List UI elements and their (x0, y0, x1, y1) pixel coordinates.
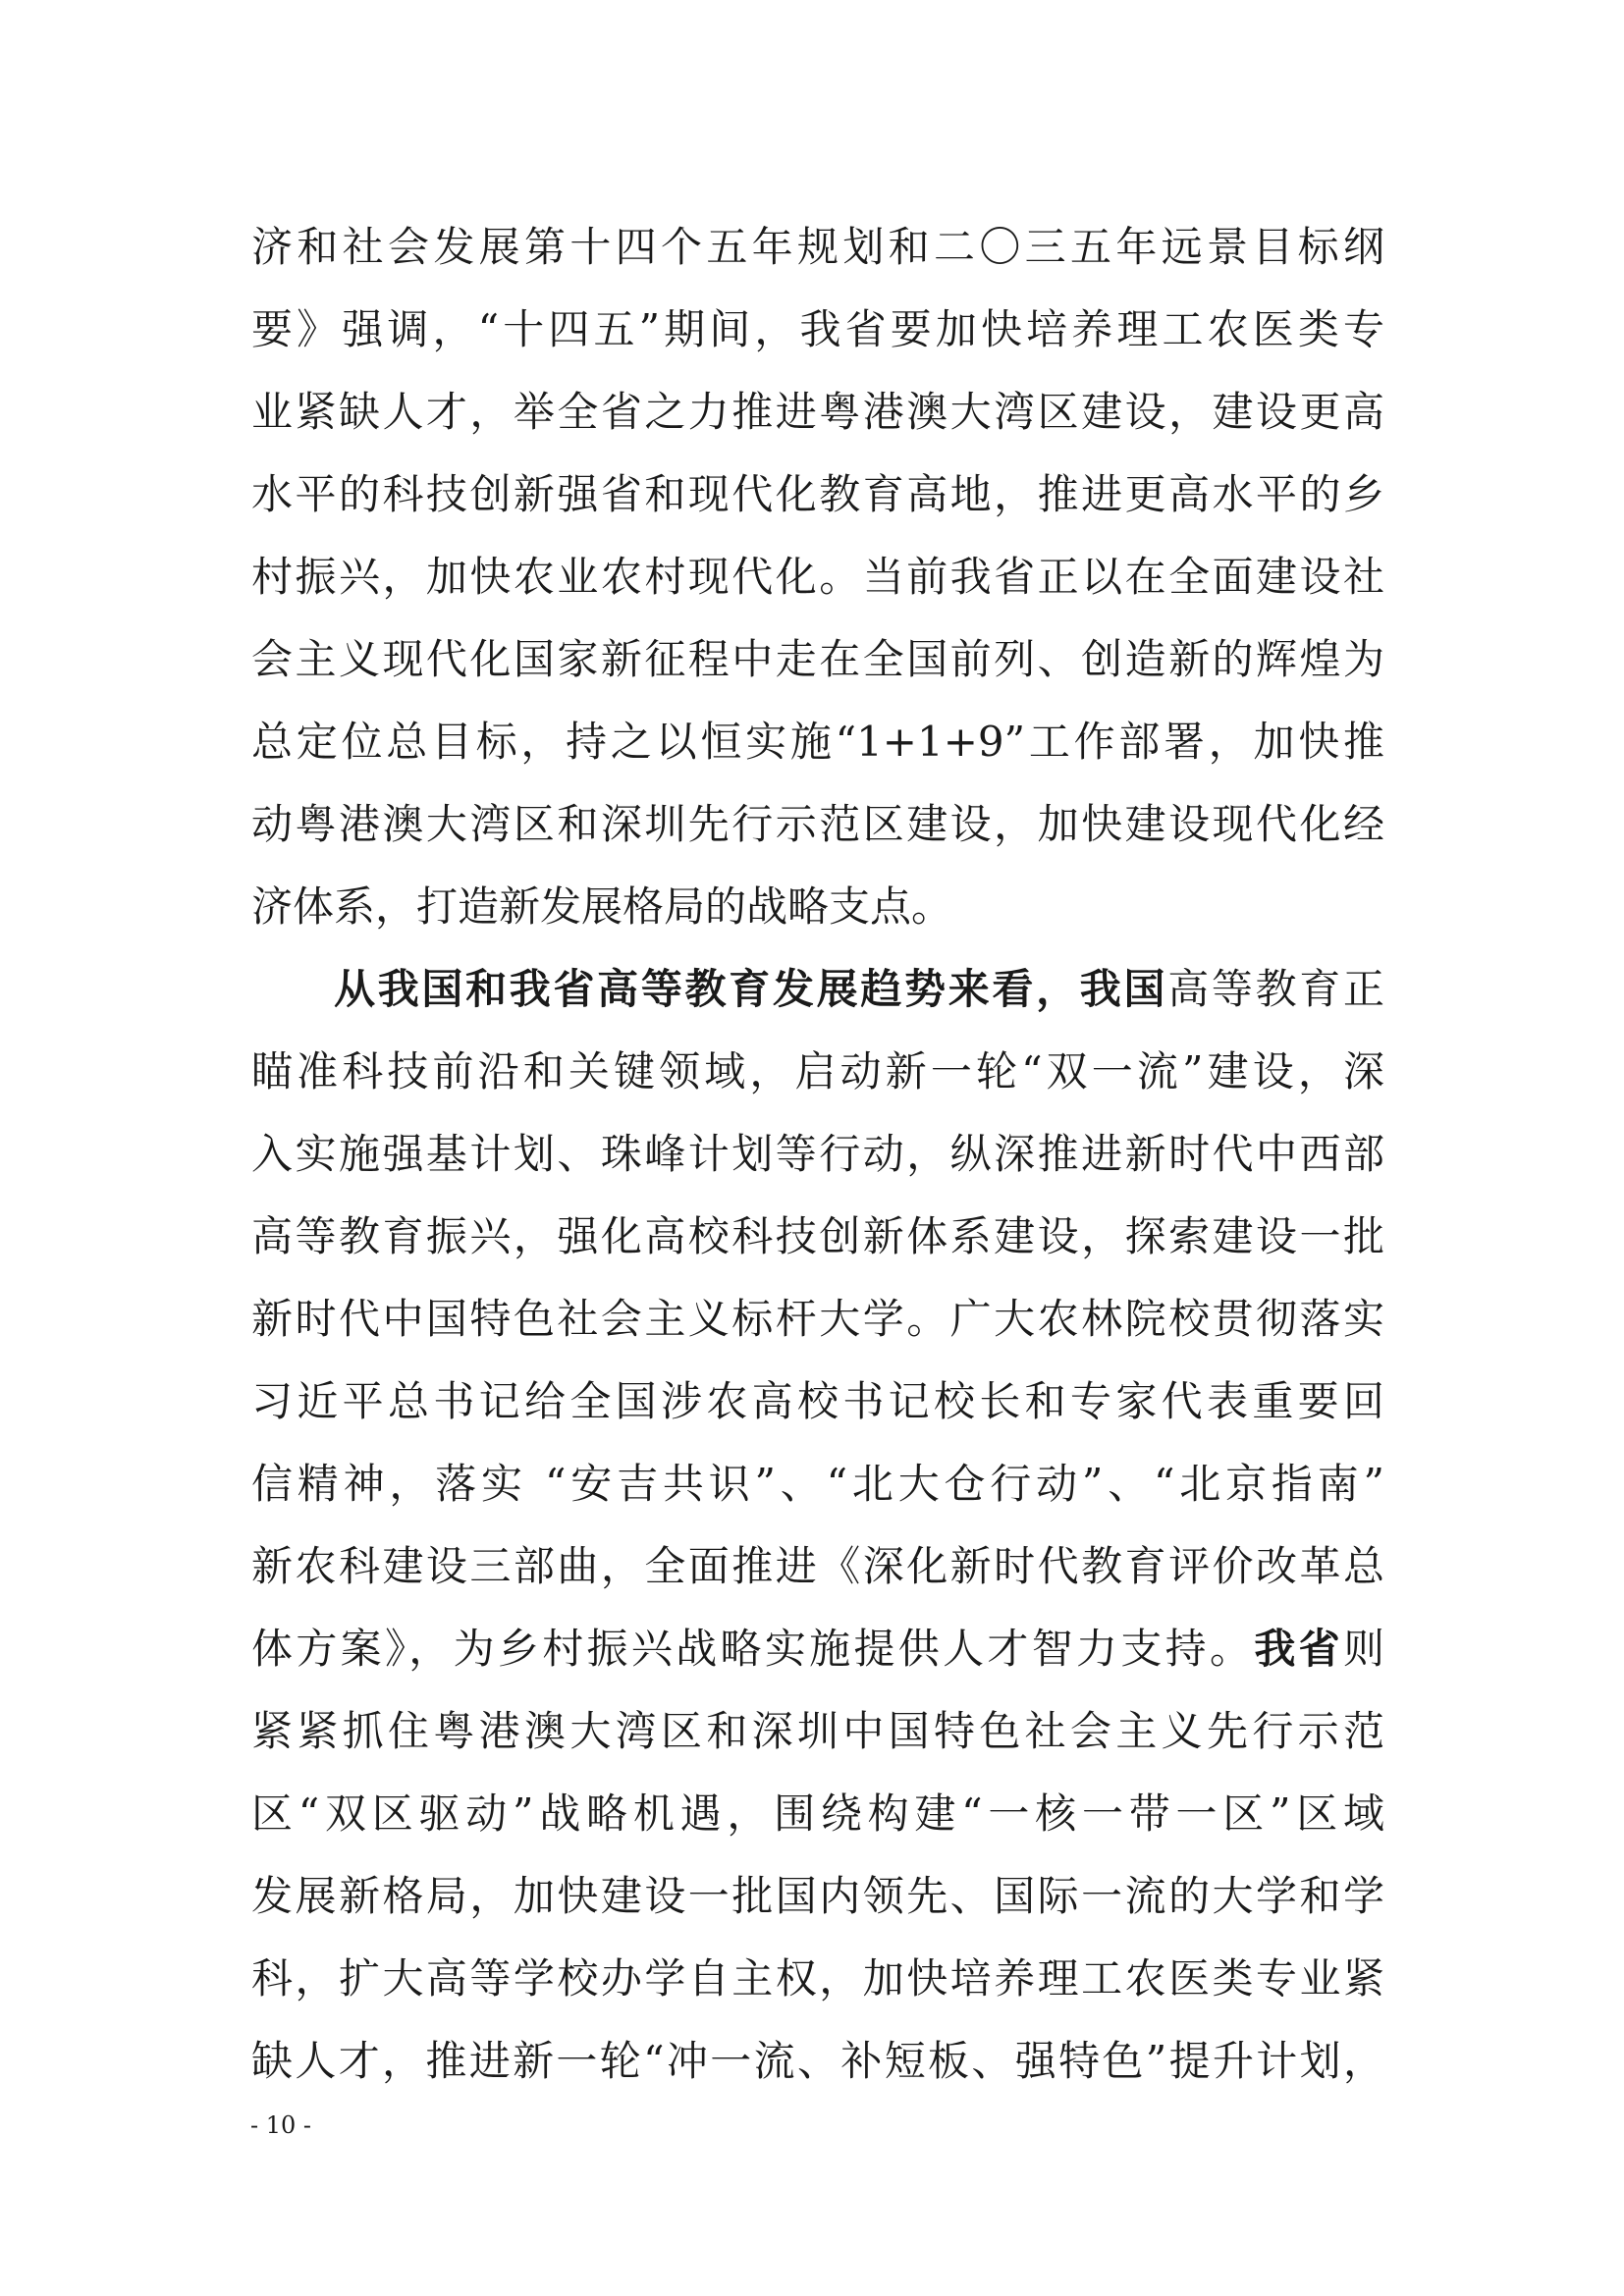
paragraph-2-line-9 (251, 1620, 1384, 1679)
paragraph-1-line-7: 总定位总目标，持之以恒实施“1+1+9”工作部署，加快推 (251, 718, 1384, 766)
paragraph-1-line-8: 动粤港澳大湾区和深圳先行示范区建设，加快建设现代化经 (251, 800, 1384, 848)
paragraph-1-line-9: 济体系，打造新发展格局的战略支点。 (251, 882, 953, 931)
paragraph-2-line-8: 新农科建设三部曲，全面推进《深化新时代教育评价改革总 (251, 1542, 1384, 1590)
paragraph-2-line-13: 科，扩大高等学校办学自主权，加快培养理工农医类专业紧 (251, 1954, 1384, 2002)
paragraph-1-line-2: 要》强调，“十四五”期间，我省要加快培养理工农医类专 (251, 305, 1384, 353)
paragraph-2-line-9-bold: 我省 (1254, 1625, 1343, 1673)
paragraph-2-line-10: 紧紧抓住粤港澳大湾区和深圳中国特色社会主义先行示范 (251, 1707, 1384, 1755)
paragraph-2-line-2: 瞄准科技前沿和关键领域，启动新一轮“双一流”建设，深 (251, 1047, 1384, 1095)
paragraph-2-line-5: 新时代中国特色社会主义标杆大学。广大农林院校贯彻落实 (251, 1295, 1384, 1343)
paragraph-2-line-6: 习近平总书记给全国涉农高校书记校长和专家代表重要回 (251, 1377, 1384, 1425)
paragraph-2-line-4: 高等教育振兴，强化高校科技创新体系建设，探索建设一批 (251, 1212, 1384, 1260)
paragraph-1-line-4: 水平的科技创新强省和现代化教育高地，推进更高水平的乡 (251, 470, 1384, 518)
paragraph-2-lead-rest: 高等教育正 (1167, 965, 1384, 1013)
paragraph-1-line-6: 会主义现代化国家新征程中走在全国前列、创造新的辉煌为 (251, 635, 1384, 683)
paragraph-1-line-3: 业紧缺人才，举全省之力推进粤港澳大湾区建设，建设更高 (251, 388, 1384, 436)
paragraph-1-line-5: 村振兴，加快农业农村现代化。当前我省正以在全面建设社 (251, 553, 1384, 601)
paragraph-1-line-1: 济和社会发展第十四个五年规划和二〇三五年远景目标纲 (251, 223, 1384, 271)
paragraph-2-line-3: 入实施强基计划、珠峰计划等行动，纵深推进新时代中西部 (251, 1130, 1384, 1178)
paragraph-2-line-14: 缺人才，推进新一轮“冲一流、补短板、强特色”提升计划， (251, 2037, 1384, 2085)
paragraph-2-line-11: 区“双区驱动”战略机遇，围绕构建“一核一带一区”区域 (251, 1789, 1384, 1838)
paragraph-2-lead-bold: 从我国和我省高等教育发展趋势来看，我国 (334, 965, 1168, 1013)
paragraph-2-line-1 (334, 960, 1384, 1019)
paragraph-2-line-12: 发展新格局，加快建设一批国内领先、国际一流的大学和学 (251, 1872, 1384, 1920)
paragraph-2-line-9-end: 则 (1342, 1625, 1384, 1673)
page-number: - 10 - (250, 2111, 312, 2139)
paragraph-2-line-9-text: 体方案》，为乡村振兴战略实施提供人才智力支持。 (251, 1625, 1255, 1673)
paragraph-2-line-7: 信精神，落实 “安吉共识”、“北大仓行动”、“北京指南” (251, 1460, 1384, 1508)
